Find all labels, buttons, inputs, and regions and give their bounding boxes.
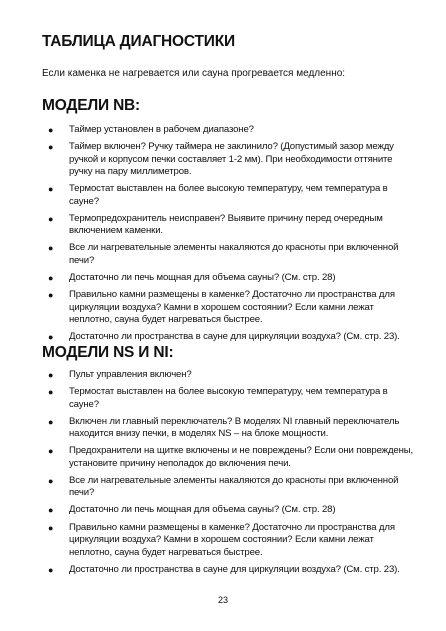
bullet-icon: ● xyxy=(48,387,54,398)
bullet-icon: ● xyxy=(48,290,54,301)
list-item: ● Все ли нагревательные элементы накаляются до красноты при включенной печи? xyxy=(48,474,399,499)
list-item: ● Достаточно ли печь мощная для объема сауны? (См. стр. 28) xyxy=(48,504,336,516)
list-item: ● Все ли нагревательные элементы накаляются до красноты при включенной печи? xyxy=(48,242,399,266)
bullet-icon: ● xyxy=(48,213,54,224)
bullet-icon: ● xyxy=(48,125,54,135)
bullet-icon: ● xyxy=(48,446,54,457)
bullet-icon: ● xyxy=(48,564,54,575)
list-item: ● Достаточно ли пространства в сауне для циркуляции воздуха? (См. стр. 23). xyxy=(48,331,400,343)
bullet-icon: ● xyxy=(48,475,54,486)
section-heading-ns-ni: МОДЕЛИ NS И NI: xyxy=(42,344,174,361)
intro-text: Если каменка не нагревается или сауна прогревается медленно: xyxy=(42,68,346,79)
list-item: ● Достаточно ли печь мощная для объема сауны? (См. стр. 28) xyxy=(48,271,336,283)
list-item: ● Включен ли главный переключатель? В моделях NI главный переключатель находится внизу печки, в моделях NS – на блоке мощности. xyxy=(48,415,400,440)
page-title: ТАБЛИЦА ДИАГНОСТИКИ xyxy=(42,33,235,50)
page-number: 23 xyxy=(217,595,228,605)
list-item: ● Термостат выставлен на более высокую температуру, чем температура в сауне? xyxy=(48,386,388,410)
section-list-nb xyxy=(48,124,418,348)
bullet-icon: ● xyxy=(48,522,54,533)
bullet-icon: ● xyxy=(48,184,54,195)
list-item: ● Пульт управления включен? xyxy=(48,369,192,380)
section-heading-nb: МОДЕЛИ NB: xyxy=(42,97,141,114)
bullet-icon: ● xyxy=(48,142,54,153)
list-item: ● Таймер установлен в рабочем диапазоне? xyxy=(48,124,254,135)
list-item: ● Термостат выставлен на более высокую температуру, чем температура в сауне? xyxy=(48,183,388,207)
list-item: ● Таймер включен? Ручку таймера не заклинило? (Допустимый зазор между ручкой и корпусом печки составляет 1-2 мм). При необходимости оттяните ручку на пару миллиметров. xyxy=(48,141,394,178)
list-item: ● Правильно камни размещены в каменке? Достаточно ли пространства для циркуляции воздуха? Камни в хорошем состоянии? Если камни лежат неплотно, сауна будет нагреваться быстрее. xyxy=(48,289,395,326)
bullet-icon: ● xyxy=(48,416,54,427)
bullet-icon: ● xyxy=(48,243,54,254)
list-item: ● Термопредохранитель неисправен? Выявите причину перед очередным включением каменки. xyxy=(48,212,383,237)
bullet-icon: ● xyxy=(48,370,54,380)
bullet-icon: ● xyxy=(48,332,54,343)
list-item: ● Правильно камни размещены в каменке? Достаточно ли пространства для циркуляции воздуха? Камни в хорошем состоянии? Если камни лежат неплотно, сауна будет нагреваться быстрее. xyxy=(48,521,395,558)
bullet-icon: ● xyxy=(48,505,54,516)
list-item: ● Предохранители на щитке включены и не повреждены? Если они повреждены, установите причину неполадок до включения печи. xyxy=(48,445,413,469)
bullet-icon: ● xyxy=(48,272,54,283)
section-list-ns-ni xyxy=(48,369,418,581)
list-item: ● Достаточно ли пространства в сауне для циркуляции воздуха? (См. стр. 23). xyxy=(48,563,400,575)
